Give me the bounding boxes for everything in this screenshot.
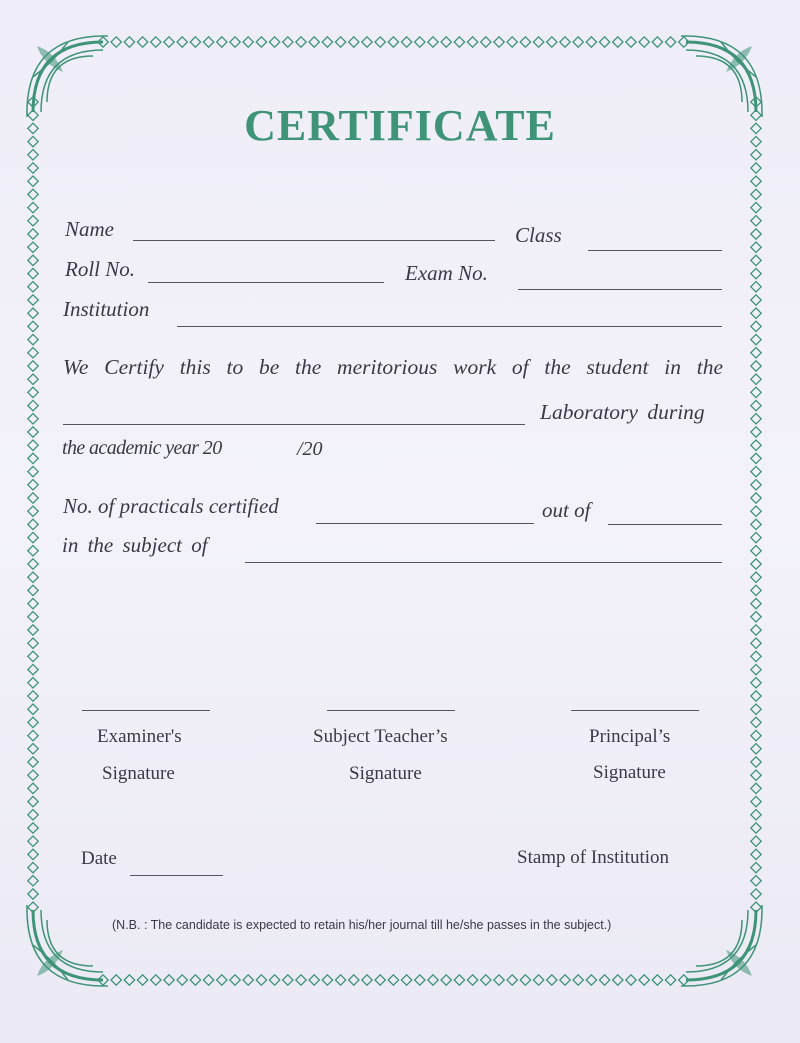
examiner-signature-line	[82, 710, 210, 711]
border-link-left	[28, 440, 38, 450]
border-link-top	[243, 37, 253, 47]
border-link-bottom	[665, 975, 675, 985]
border-link-top	[507, 37, 517, 47]
border-link-bottom	[441, 975, 451, 985]
border-link-right	[751, 163, 761, 173]
border-link-bottom	[124, 975, 134, 985]
name-line	[133, 240, 495, 241]
border-link-right	[751, 862, 761, 872]
border-link-bottom	[335, 975, 345, 985]
class-label: Class	[515, 223, 562, 247]
border-link-left	[28, 519, 38, 529]
border-link-right	[751, 440, 761, 450]
border-link-top	[428, 37, 438, 47]
border-link-top	[177, 37, 187, 47]
border-link-top	[441, 37, 451, 47]
border-link-left	[28, 295, 38, 305]
border-link-right	[751, 255, 761, 265]
border-link-top	[217, 37, 227, 47]
border-link-top	[137, 37, 147, 47]
principal-role: Principal’s	[589, 726, 671, 747]
border-link-top	[586, 37, 596, 47]
border-link-bottom	[137, 975, 147, 985]
border-link-bottom	[639, 975, 649, 985]
border-link-left	[28, 361, 38, 371]
border-link-top	[401, 37, 411, 47]
border-link-left	[28, 427, 38, 437]
border-link-left	[28, 321, 38, 331]
border-link-top	[560, 37, 570, 47]
border-link-bottom	[230, 975, 240, 985]
border-link-left	[28, 493, 38, 503]
border-link-right	[751, 321, 761, 331]
border-link-top	[665, 37, 675, 47]
border-link-left	[28, 598, 38, 608]
border-link-left	[28, 202, 38, 212]
border-link-bottom	[573, 975, 583, 985]
border-link-bottom	[203, 975, 213, 985]
border-link-bottom	[599, 975, 609, 985]
border-link-right	[751, 730, 761, 740]
border-link-left	[28, 664, 38, 674]
border-link-left	[28, 783, 38, 793]
border-link-top	[309, 37, 319, 47]
border-link-top	[124, 37, 134, 47]
border-link-left	[28, 506, 38, 516]
border-link-right	[751, 348, 761, 358]
border-link-right	[751, 598, 761, 608]
border-link-top	[573, 37, 583, 47]
border-link-left	[28, 229, 38, 239]
border-link-bottom	[296, 975, 306, 985]
border-link-right	[751, 876, 761, 886]
border-link-left	[28, 282, 38, 292]
teacher-role: Subject Teacher’s	[313, 726, 448, 747]
roll-no-line	[148, 282, 384, 283]
border-link-right	[751, 585, 761, 595]
border-link-right	[751, 466, 761, 476]
principal-signature-label: Signature	[593, 762, 666, 783]
border-link-bottom	[362, 975, 372, 985]
border-link-right	[751, 229, 761, 239]
border-link-right	[751, 453, 761, 463]
border-link-bottom	[520, 975, 530, 985]
border-link-top	[151, 37, 161, 47]
exam-no-line	[518, 289, 722, 290]
border-link-right	[751, 493, 761, 503]
border-link-right	[751, 374, 761, 384]
border-link-left	[28, 546, 38, 556]
border-link-top	[362, 37, 372, 47]
border-link-bottom	[217, 975, 227, 985]
border-link-left	[28, 480, 38, 490]
border-link-right	[751, 216, 761, 226]
border-link-top	[203, 37, 213, 47]
border-link-left	[28, 585, 38, 595]
examiner-signature-label: Signature	[102, 763, 175, 784]
practicals-label: No. of practicals certified	[63, 494, 279, 518]
border-link-top	[626, 37, 636, 47]
laboratory-name-line	[63, 424, 525, 425]
border-link-top	[349, 37, 359, 47]
border-link-right	[751, 427, 761, 437]
border-link-right	[751, 770, 761, 780]
border-link-bottom	[507, 975, 517, 985]
border-link-left	[28, 691, 38, 701]
border-link-right	[751, 717, 761, 727]
border-link-left	[28, 216, 38, 226]
border-link-top	[547, 37, 557, 47]
out-of-line	[608, 524, 722, 525]
border-link-bottom	[164, 975, 174, 985]
border-link-right	[751, 691, 761, 701]
border-link-top	[481, 37, 491, 47]
border-link-bottom	[547, 975, 557, 985]
border-link-right	[751, 189, 761, 199]
practicals-count-line	[316, 523, 534, 524]
border-link-bottom	[560, 975, 570, 985]
border-link-left	[28, 849, 38, 859]
border-link-bottom	[349, 975, 359, 985]
border-link-right	[751, 849, 761, 859]
border-link-bottom	[190, 975, 200, 985]
border-link-right	[751, 268, 761, 278]
border-link-bottom	[533, 975, 543, 985]
border-link-right	[751, 638, 761, 648]
border-link-bottom	[243, 975, 253, 985]
border-link-right	[751, 176, 761, 186]
border-link-left	[28, 163, 38, 173]
border-link-left	[28, 862, 38, 872]
exam-no-label: Exam No.	[405, 261, 488, 285]
academic-year-label: the academic year 20	[62, 437, 222, 459]
border-link-right	[751, 387, 761, 397]
out-of-label: out of	[542, 498, 591, 522]
border-link-top	[454, 37, 464, 47]
border-link-right	[751, 282, 761, 292]
border-link-right	[751, 400, 761, 410]
border-link-left	[28, 387, 38, 397]
border-link-left	[28, 572, 38, 582]
border-link-right	[751, 334, 761, 344]
border-link-left	[28, 466, 38, 476]
institution-label: Institution	[63, 297, 150, 321]
border-link-left	[28, 757, 38, 767]
border-link-right	[751, 810, 761, 820]
border-link-left	[28, 730, 38, 740]
border-link-right	[751, 823, 761, 833]
border-link-right	[751, 783, 761, 793]
laboratory-label: Laboratory during	[540, 400, 705, 424]
examiner-role: Examiner's	[97, 726, 182, 747]
border-link-bottom	[454, 975, 464, 985]
border-link-top	[375, 37, 385, 47]
border-link-left	[28, 638, 38, 648]
border-link-right	[751, 532, 761, 542]
border-link-bottom	[415, 975, 425, 985]
border-link-left	[28, 348, 38, 358]
border-link-left	[28, 414, 38, 424]
border-link-right	[751, 678, 761, 688]
border-link-left	[28, 823, 38, 833]
border-link-top	[164, 37, 174, 47]
border-link-bottom	[626, 975, 636, 985]
border-link-left	[28, 810, 38, 820]
border-link-bottom	[494, 975, 504, 985]
border-link-left	[28, 876, 38, 886]
border-link-bottom	[256, 975, 266, 985]
principal-signature-line	[571, 710, 699, 711]
border-link-left	[28, 889, 38, 899]
border-link-left	[28, 189, 38, 199]
border-link-top	[494, 37, 504, 47]
border-link-left	[28, 255, 38, 265]
institution-line	[177, 326, 722, 327]
border-link-left	[28, 704, 38, 714]
subject-label: in the subject of	[62, 533, 208, 557]
border-link-left	[28, 612, 38, 622]
border-link-bottom	[428, 975, 438, 985]
border-link-right	[751, 836, 761, 846]
border-link-bottom	[401, 975, 411, 985]
border-link-top	[335, 37, 345, 47]
border-link-top	[283, 37, 293, 47]
border-link-right	[751, 546, 761, 556]
border-link-top	[533, 37, 543, 47]
border-link-top	[190, 37, 200, 47]
date-line	[130, 875, 223, 876]
teacher-signature-line	[327, 710, 455, 711]
border-link-top	[613, 37, 623, 47]
border-link-left	[28, 559, 38, 569]
border-link-top	[230, 37, 240, 47]
border-link-right	[751, 361, 761, 371]
border-link-top	[269, 37, 279, 47]
border-link-bottom	[467, 975, 477, 985]
border-link-right	[751, 757, 761, 767]
border-link-right	[751, 612, 761, 622]
border-link-left	[28, 242, 38, 252]
border-link-right	[751, 651, 761, 661]
border-link-top	[415, 37, 425, 47]
border-link-left	[28, 678, 38, 688]
border-link-bottom	[151, 975, 161, 985]
border-link-top	[111, 37, 121, 47]
name-label: Name	[65, 217, 114, 241]
border-link-top	[599, 37, 609, 47]
class-line	[588, 250, 722, 251]
border-link-top	[296, 37, 306, 47]
border-link-top	[256, 37, 266, 47]
border-link-left	[28, 374, 38, 384]
border-link-right	[751, 242, 761, 252]
academic-year-suffix: /20	[297, 438, 323, 460]
border-link-right	[751, 519, 761, 529]
border-link-bottom	[652, 975, 662, 985]
border-link-right	[751, 625, 761, 635]
border-link-right	[751, 704, 761, 714]
border-link-bottom	[309, 975, 319, 985]
border-link-top	[639, 37, 649, 47]
border-link-right	[751, 202, 761, 212]
border-link-left	[28, 532, 38, 542]
footnote: (N.B. : The candidate is expected to retain his/her journal till he/she passes in the subject.)	[112, 918, 612, 932]
border-link-left	[28, 334, 38, 344]
border-link-bottom	[269, 975, 279, 985]
corner-ornament-bottom-left	[27, 905, 108, 986]
stamp-label: Stamp of Institution	[517, 847, 669, 868]
border-link-right	[751, 414, 761, 424]
teacher-signature-label: Signature	[349, 763, 422, 784]
border-link-left	[28, 717, 38, 727]
border-link-left	[28, 651, 38, 661]
border-link-top	[520, 37, 530, 47]
border-link-right	[751, 572, 761, 582]
border-link-left	[28, 625, 38, 635]
date-label: Date	[81, 848, 117, 869]
border-link-right	[751, 796, 761, 806]
border-link-right	[751, 889, 761, 899]
border-link-right	[751, 480, 761, 490]
border-link-left	[28, 770, 38, 780]
subject-line	[245, 562, 722, 563]
border-link-top	[322, 37, 332, 47]
border-link-top	[467, 37, 477, 47]
border-link-left	[28, 268, 38, 278]
border-link-right	[751, 150, 761, 160]
border-link-right	[751, 308, 761, 318]
border-link-left	[28, 150, 38, 160]
border-link-bottom	[613, 975, 623, 985]
border-link-left	[28, 796, 38, 806]
border-link-right	[751, 506, 761, 516]
border-link-bottom	[586, 975, 596, 985]
border-link-bottom	[481, 975, 491, 985]
border-link-bottom	[375, 975, 385, 985]
border-link-top	[388, 37, 398, 47]
border-link-top	[652, 37, 662, 47]
border-link-left	[28, 400, 38, 410]
border-link-left	[28, 308, 38, 318]
border-link-right	[751, 664, 761, 674]
border-link-left	[28, 836, 38, 846]
border-link-bottom	[111, 975, 121, 985]
border-link-left	[28, 176, 38, 186]
border-link-bottom	[322, 975, 332, 985]
roll-no-label: Roll No.	[65, 257, 136, 281]
border-link-bottom	[177, 975, 187, 985]
border-link-right	[751, 744, 761, 754]
border-link-bottom	[283, 975, 293, 985]
border-link-right	[751, 295, 761, 305]
certificate-title: CERTIFICATE	[244, 101, 556, 150]
border-link-left	[28, 453, 38, 463]
border-link-left	[28, 744, 38, 754]
certify-line-1: We Certify this to be the meritorious work of the student in the	[63, 355, 723, 379]
border-link-right	[751, 559, 761, 569]
corner-ornament-bottom-right	[681, 905, 762, 986]
border-link-bottom	[388, 975, 398, 985]
